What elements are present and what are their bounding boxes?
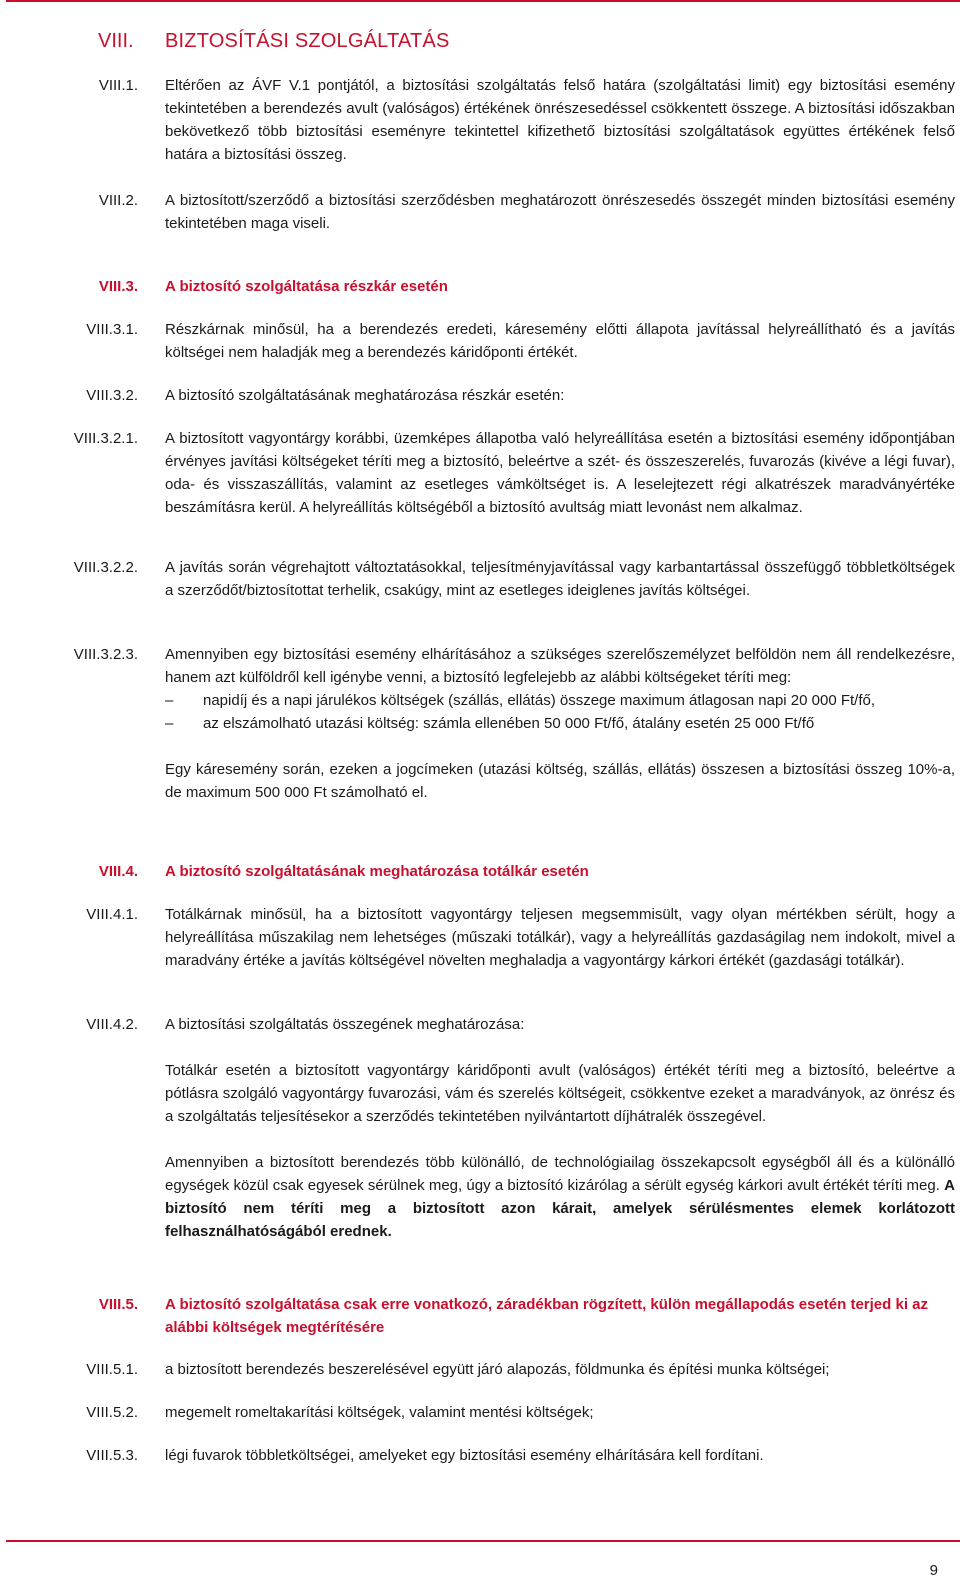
subsection-title: A biztosító szolgáltatása csak erre vonatkozó, záradékban rögzített, külön megállapodás esetén terjed ki az alábbi költségek megtérítésére [165, 1296, 929, 1336]
clause-number: VIII.3.1. [86, 321, 138, 338]
dash-item-text: az elszámolható utazási költség: számla ellenében 50 000 Ft/fő, átalány esetén 25 000 Ft/fő [203, 715, 815, 732]
clause-number: VIII.5.3. [86, 1447, 138, 1464]
clause-text: légi fuvarok többletköltségei, amelyeket egy biztosítási esemény elhárítására kell fordítani. [165, 1447, 764, 1464]
dash-bullet: – [165, 715, 174, 732]
dash-item [165, 689, 955, 712]
subsection-number: VIII.4. [98, 863, 138, 880]
clause-number: VIII.3.2.1. [73, 430, 138, 447]
dash-bullet: – [165, 692, 174, 709]
clause-text: A biztosított vagyontárgy korábbi, üzemképes állapotba való helyreállítása esetén a biztosítási esemény időpontjában érvényes javítási költségeket téríti meg a biztosító, beleértve a szét- és összeszerelés, fuvarozás (kivéve a légi fuvar), oda- és visszaszállítás, valamint az esetleges vámköltséget is. A leselejtezett régi alkatrészek maradványértéke beszámításra kerül. A helyreállítás költségéből a biztosító avultság miatt levonást nem alkalmaz. [165, 430, 955, 516]
clause-text-bold: A biztosító nem téríti meg a biztosított azon kárait, amelyek sérülésmentes elemek korlátozott felhasználhatóságából erednek. [165, 1177, 955, 1240]
section-title: BIZTOSÍTÁSI SZOLGÁLTATÁS [165, 30, 450, 52]
subsection-title: A biztosító szolgáltatásának meghatározása totálkár esetén [165, 863, 589, 880]
clause-text: Totálkárnak minősül, ha a biztosított vagyontárgy teljesen megsemmisült, vagy olyan mértékben sérült, hogy a helyreállítása műszakilag nem lehetséges (műszaki totálkár), vagy a helyreállítás gazdaságilag nem indokolt, mivel a maradvány értéke a javítás költségével növelten meghaladja a vagyontárgy kárkori értékét (gazdasági totálkár). [165, 906, 955, 969]
section-number: VIII. [98, 30, 134, 52]
clause-text: A biztosítási szolgáltatás összegének meghatározása: [165, 1016, 525, 1033]
clause-number: VIII.4.2. [86, 1016, 138, 1033]
clause-text-regular: Amennyiben a biztosított berendezés több különálló, de technológiailag összekapcsolt egységből áll és a különálló egységek közül csak egyesek sérülnek meg, úgy a biztosító kizárólag a sérült egység kárkori avult értékét téríti meg. [165, 1154, 955, 1194]
clause-number: VIII.3.2.2. [73, 559, 138, 576]
clause-text [165, 1151, 955, 1243]
clause-text-block [165, 1013, 955, 1243]
clause-text: megemelt romeltakarítási költségek, valamint mentési költségek; [165, 1404, 594, 1421]
top-rule [6, 0, 960, 2]
bottom-rule [6, 1540, 960, 1542]
clause-text: A biztosított/szerződő a biztosítási szerződésben meghatározott önrészesedés összegét minden biztosítási esemény tekintetében maga viseli. [165, 192, 955, 232]
clause-number: VIII.3.2. [86, 387, 138, 404]
clause-text: Totálkár esetén a biztosított vagyontárgy káridőponti avult (valóságos) értékét téríti meg a biztosító, beleértve a pótlásra szolgáló vagyontárgy fuvarozási, vám és szerelés költségeit, csökkentve ezeket a maradványok, az önrész és a szolgáltatás teljesítésekor a szerződés tekintetében nyilvántartott díjhátralék összegével. [165, 1062, 955, 1125]
subsection-number: VIII.5. [98, 1296, 138, 1313]
clause-number: VIII.2. [98, 192, 138, 209]
clause-number: VIII.5.2. [86, 1404, 138, 1421]
clause-text: Egy káresemény során, ezeken a jogcímeken (utazási költség, szállás, ellátás) összesen a biztosítási összeg 10%-a, de maximum 500 000 Ft számolható el. [165, 761, 955, 801]
clause-number: VIII.3.2.3. [73, 646, 138, 663]
clause-text: Eltérően az ÁVF V.1 pontjától, a biztosítási szolgáltatás felső határa (szolgáltatási limit) egy biztosítási esemény tekintetében a berendezés avult (valóságos) értékének önrészesedéssel csökkentett összege. A biztosítási időszakban bekövetkező több biztosítási eseményre tekintettel kifizethető biztosítási szolgáltatások együttes értékének felső határa a biztosítási összeg. [165, 77, 955, 163]
clause-text: A biztosító szolgáltatásának meghatározása részkár esetén: [165, 387, 565, 404]
subsection-title: A biztosító szolgáltatása részkár esetén [165, 278, 448, 295]
clause-number: VIII.1. [98, 77, 138, 94]
dash-item [165, 712, 955, 735]
clause-text: Amennyiben egy biztosítási esemény elhárításához a szükséges szerelőszemélyzet belföldön nem áll rendelkezésre, hanem azt külföldről kell igénybe venni, a biztosító legfelejebb az alábbi költségeket téríti meg: [165, 646, 955, 686]
clause-number: VIII.5.1. [86, 1361, 138, 1378]
dash-item-text: napidíj és a napi járulékos költségek (szállás, ellátás) összege maximum átlagosan napi 20 000 Ft/fő, [203, 692, 876, 709]
clause-number: VIII.4.1. [86, 906, 138, 923]
clause-text: a biztosított berendezés beszerelésével együtt járó alapozás, földmunka és építési munka költségei; [165, 1361, 830, 1378]
clause-text: Részkárnak minősül, ha a berendezés eredeti, káresemény előtti állapota javítással helyreállítható és a javítás költségei nem haladják meg a berendezés káridőponti értékét. [165, 321, 955, 361]
subsection-number: VIII.3. [98, 278, 138, 295]
page-number: 9 [929, 1562, 938, 1579]
clause-text-block [165, 643, 955, 804]
clause-text: A javítás során végrehajtott változtatásokkal, teljesítményjavítással vagy karbantartással összefüggő többletköltségek a szerződőt/biztosítottat terhelik, csakúgy, mint az esetleges ideiglenes javítás költségei. [165, 559, 955, 599]
